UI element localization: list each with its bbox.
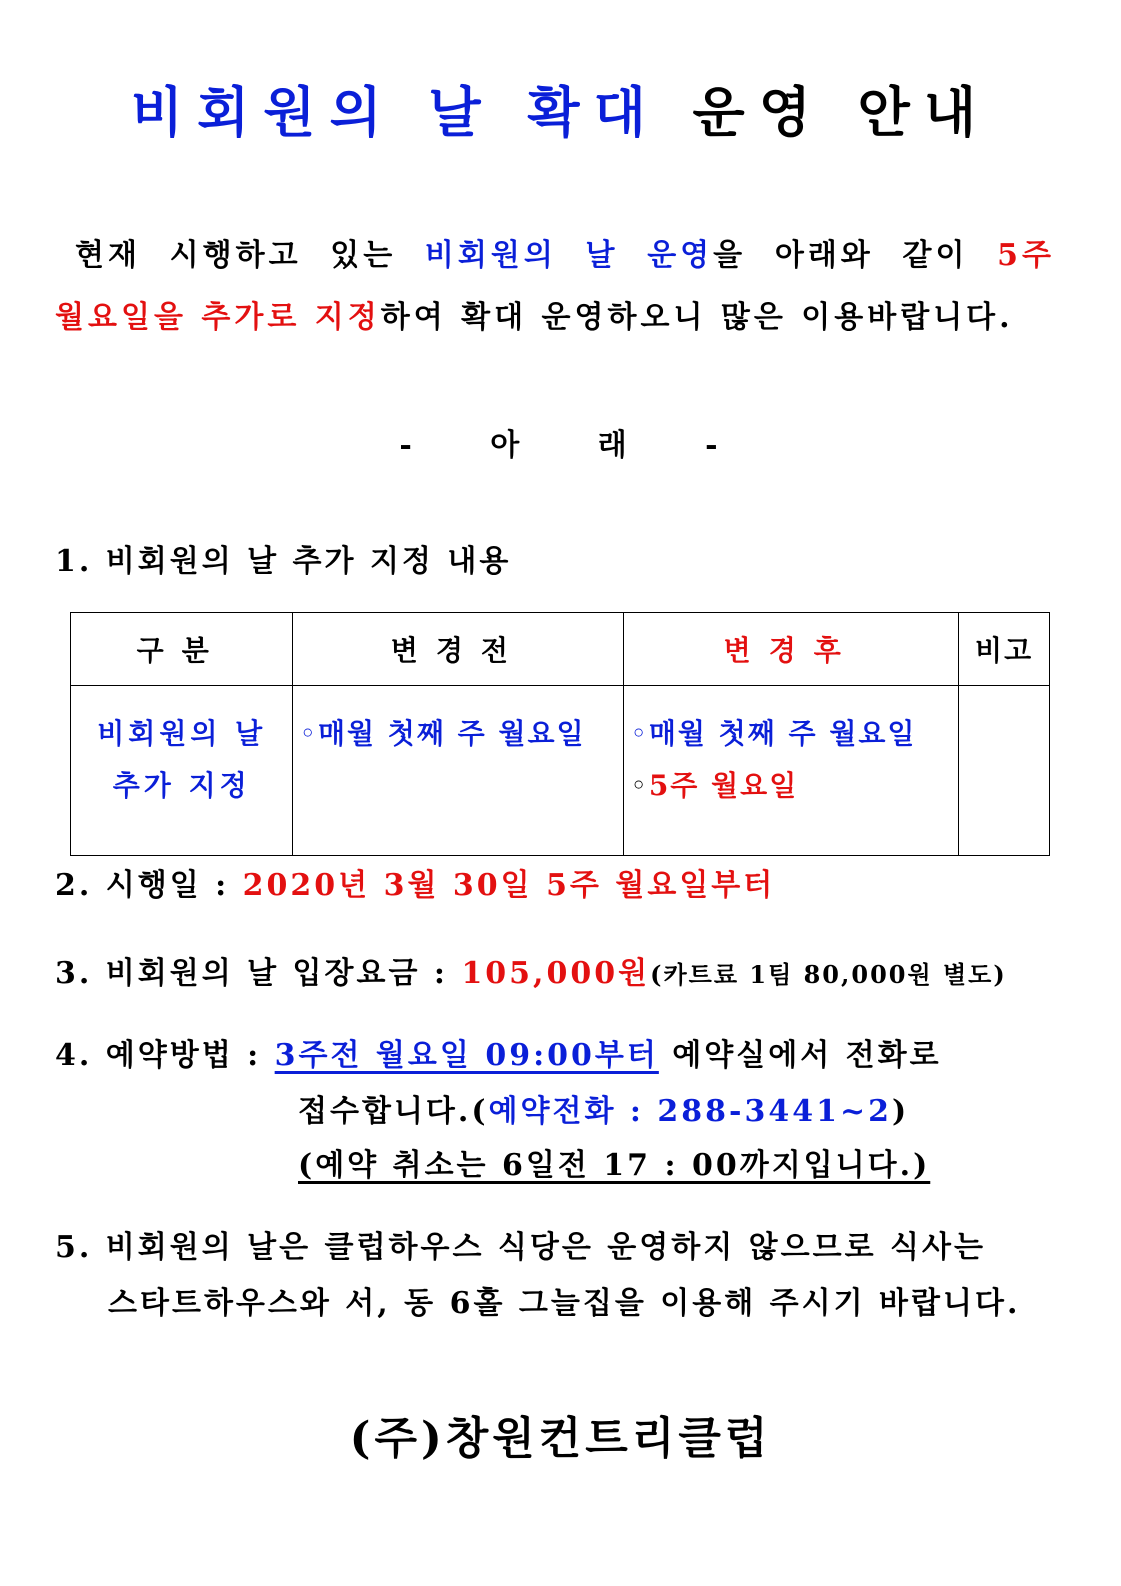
table-row xyxy=(71,686,1050,856)
section-marker: - 아 래 - xyxy=(399,428,722,463)
item-5-line-1: 5. 비회원의 날은 클럽하우스 식당은 운영하지 않으므로 식사는 xyxy=(55,1230,986,1265)
header-category: 구분 xyxy=(71,613,293,686)
header-before: 변경전 xyxy=(293,613,624,686)
item-4-cancel-note: (예약 취소는 6일전 17 : 00까지입니다.) xyxy=(298,1148,931,1183)
item-3-value: 105,000원 xyxy=(461,956,651,991)
item-4-value: 3주전 월요일 09:00부터 xyxy=(274,1038,659,1073)
header-note: 비고 xyxy=(959,613,1050,686)
item-1-label: 1. 비회원의 날 추가 지정 내용 xyxy=(55,544,512,579)
page-title xyxy=(0,70,1121,147)
cell-before: ◦매월 첫째 주 월요일 xyxy=(293,686,624,856)
title-highlight: 비회원의 날 확대 xyxy=(130,80,660,144)
item-4-phone: 예약전화 : 288-3441~2 xyxy=(488,1094,893,1129)
intro-paragraph xyxy=(55,225,1055,349)
table-header-row xyxy=(71,613,1050,686)
title-rest: 운영 안내 xyxy=(692,80,991,144)
item-2 xyxy=(55,860,1055,904)
item-4 xyxy=(55,1030,1055,1074)
intro-highlight-red-2: 월요일을 추가로 지정 xyxy=(55,300,381,335)
change-table xyxy=(70,612,1050,856)
cell-category: 비회원의 날 추가 지정 xyxy=(71,686,293,856)
item-4-rest: 예약실에서 전화로 xyxy=(658,1038,942,1073)
intro-highlight-red: 5주 xyxy=(997,238,1055,273)
item-3-note: (카트료 1팀 80,000원 별도) xyxy=(650,960,1007,989)
header-after: 변경후 xyxy=(624,613,959,686)
intro-highlight-blue: 비회원의 날 운영 xyxy=(424,238,714,273)
item-3-label: 3. 비회원의 날 입장요금 : xyxy=(55,956,462,991)
item-4-label: 4. 예약방법 : xyxy=(55,1038,275,1073)
organization-name: (주)창원컨트리클럽 xyxy=(349,1413,772,1464)
item-2-value: 2020년 3월 30일 5주 월요일부터 xyxy=(242,868,776,903)
item-4-line-2: 접수합니다.(예약전화 : 288-3441~2) xyxy=(298,1094,910,1129)
item-5-line-2: 스타트하우스와 서, 동 6홀 그늘집을 이용해 주시기 바랍니다. xyxy=(108,1286,1021,1321)
cell-note xyxy=(959,686,1050,856)
cell-after: ◦매월 첫째 주 월요일 ◦5주 월요일 xyxy=(624,686,959,856)
intro-line-2: 월요일을 추가로 지정하여 확대 운영하오니 많은 이용바랍니다. xyxy=(55,300,1014,335)
item-3 xyxy=(55,948,1055,992)
item-4-line-3 xyxy=(298,1140,1058,1184)
intro-line-1: 현재 시행하고 있는 비회원의 날 운영을 아래와 같이 5주 xyxy=(75,238,1055,273)
item-2-label: 2. 시행일 : xyxy=(55,868,243,903)
